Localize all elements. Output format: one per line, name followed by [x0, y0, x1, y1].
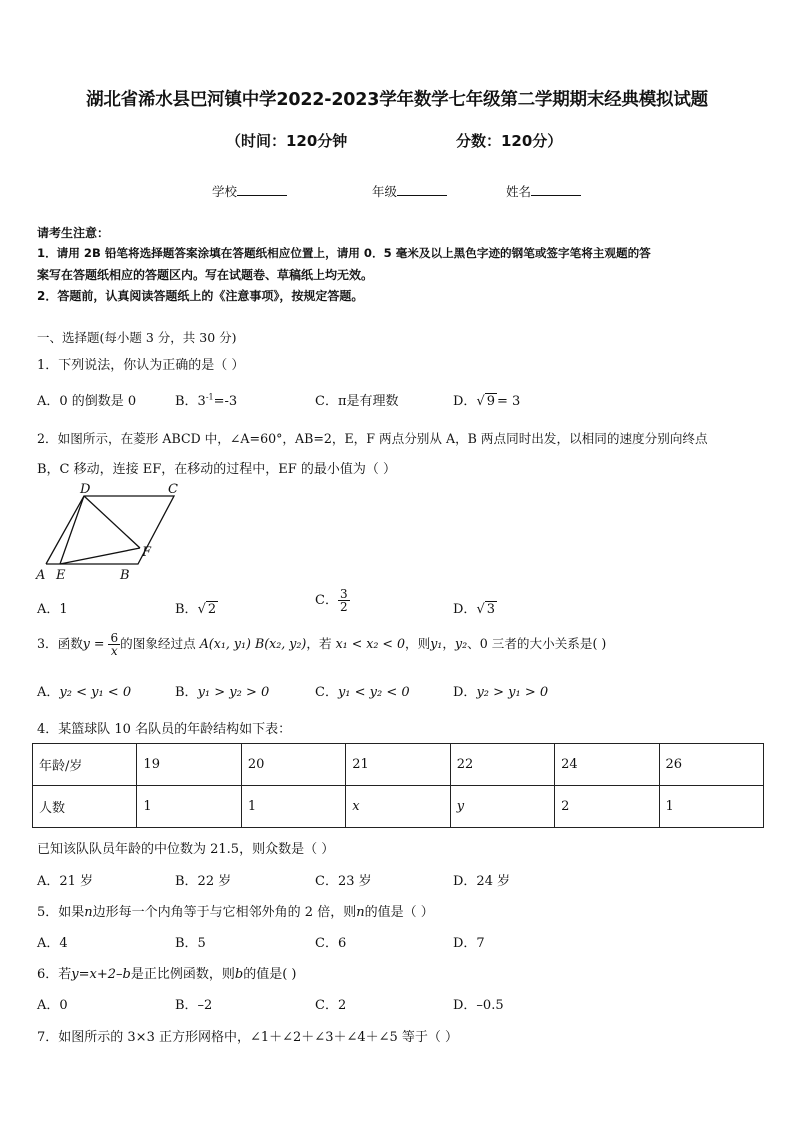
label-C: C: [168, 482, 178, 497]
sqrt-symbol: √ 2: [197, 602, 217, 617]
q6-expression: y=x+2–b: [71, 967, 131, 982]
q3-numerator: 6: [110, 631, 119, 645]
q4-option-c: C．23 岁: [315, 874, 372, 889]
q6-stem: [37, 963, 296, 982]
fraction: [108, 632, 120, 657]
q5-pre: 5．如果: [37, 905, 85, 920]
segment-DE: [60, 496, 84, 564]
school-blank: [237, 184, 287, 196]
q2-c-numerator: 3: [339, 587, 348, 601]
paper-title: 湖北省浠水县巴河镇中学2022-2023学年数学七年级第二学期期末经典模拟试题: [86, 90, 708, 110]
q5-mid: 边形每一个内角等于与它相邻外角的 2 倍，则: [92, 905, 357, 920]
sqrt-symbol: √ 9: [476, 394, 496, 409]
q1-d-label: D．: [453, 394, 477, 409]
q6-option-c: C．2: [315, 998, 347, 1013]
q4-after: 已知该队队员年龄的中位数为 21.5，则众数是（ ）: [37, 842, 335, 857]
table-cell: 1: [137, 786, 241, 828]
grade-label: 年级: [372, 184, 398, 199]
section-heading: 一、选择题(每小题 3 分，共 30 分): [37, 330, 237, 345]
q2-b-label: B．: [175, 602, 198, 617]
q3-option-d: [453, 681, 548, 700]
table-cell: 26: [659, 744, 763, 786]
q3-post1: ，则: [405, 636, 431, 651]
q1-option-c: C．π是有理数: [315, 394, 399, 409]
q2-option-c: [315, 588, 350, 613]
q3-post2: ，: [442, 636, 455, 651]
age-table: [32, 743, 764, 828]
q4-option-b: B．22 岁: [175, 874, 232, 889]
q5-post: 的值是（ ）: [364, 905, 434, 920]
q1-b-rest: =-3: [213, 394, 238, 409]
q3-option-c: [315, 681, 410, 700]
table-row: [33, 744, 764, 786]
grade-blank: [397, 184, 447, 196]
school-label: 学校: [212, 184, 238, 199]
q1-b-base: B．3: [175, 394, 206, 409]
table-cell: 人数: [33, 786, 137, 828]
sqrt-symbol: √ 3: [476, 602, 496, 617]
q3-points: A(x₁, y₁) B(x₂, y₂): [199, 636, 307, 651]
q5-n: n: [356, 905, 365, 920]
q3-c-expr: y₁ < y₂ < 0: [337, 685, 410, 700]
table-cell: y: [450, 786, 554, 828]
q5-option-b: B．5: [175, 936, 206, 951]
q5-option-d: D．7: [453, 936, 485, 951]
label-E: E: [56, 568, 66, 583]
segment-EF: [60, 548, 140, 564]
q6-option-d: D．–0.5: [453, 998, 504, 1013]
q1-stem: 1．下列说法，你认为正确的是（ ）: [37, 358, 245, 373]
rhombus-figure: [34, 480, 194, 584]
notice-line-1: 1．请用 2B 铅笔将选择题答案涂填在答题纸相应位置上，请用 0．5 毫米及以上黑色字迹的钢笔或签字笔将主观题的答: [37, 246, 651, 260]
q5-n: n: [84, 905, 93, 920]
name-label: 姓名: [506, 184, 532, 199]
q3-cond-pre: ，若: [306, 636, 332, 651]
grade-field: [372, 182, 447, 200]
q6-option-b: B．–2: [175, 998, 213, 1013]
notice-line-2: 案写在答题纸相应的答题区内。写在试题卷、草稿纸上均无效。: [37, 268, 374, 282]
fraction: [338, 588, 350, 613]
q2-d-label: D．: [453, 602, 477, 617]
q2-stem-line-1: 2．如图所示，在菱形 ABCD 中，∠A=60°，AB=2，E，F 两点分别从 A，B 两点同时出发，以相同的速度分别向终点: [37, 431, 708, 446]
label-B: B: [120, 568, 130, 583]
q5-option-a: A．4: [37, 936, 68, 951]
name-field: [506, 182, 581, 200]
q5-stem: [37, 901, 434, 920]
q2-d-radicand: 3: [486, 602, 496, 617]
table-row: [33, 786, 764, 828]
label-F: F: [142, 545, 152, 560]
table-cell: x: [346, 786, 450, 828]
school-field: [212, 182, 287, 200]
q1-option-d: [453, 390, 520, 409]
q2-c-label: C．: [315, 593, 338, 608]
q3-b-label: B．: [175, 685, 198, 700]
q2-c-denominator: 2: [339, 600, 348, 614]
q3-y: y =: [82, 636, 105, 651]
table-cell: 19: [137, 744, 241, 786]
q3-option-a: [37, 681, 131, 700]
q3-post3: 、0 三者的大小关系是( ): [467, 636, 607, 651]
table-cell: 21: [346, 744, 450, 786]
score-label: 分数：120分）: [456, 132, 563, 150]
q3-condition: x₁ < x₂ < 0: [335, 636, 405, 651]
q6-post: 的值是( ): [243, 967, 297, 982]
q3-d-expr: y₂ > y₁ > 0: [476, 685, 549, 700]
q1-option-a: A．0 的倒数是 0: [37, 394, 137, 409]
q1-option-b: [175, 390, 237, 409]
q6-mid: 是正比例函数，则: [130, 967, 235, 982]
q2-option-d: [453, 598, 497, 617]
q2-option-a: A．1: [37, 602, 68, 617]
q3-a-expr: y₂ < y₁ < 0: [59, 685, 132, 700]
q6-option-a: A．0: [37, 998, 68, 1013]
q3-b-expr: y₁ > y₂ > 0: [197, 685, 270, 700]
q4-stem: 4．某篮球队 10 名队员的年龄结构如下表：: [37, 722, 292, 737]
table-cell: 22: [450, 744, 554, 786]
table-cell: 年龄/岁: [33, 744, 137, 786]
table-cell: 24: [555, 744, 659, 786]
q3-pre: 3．函数: [37, 636, 83, 651]
label-D: D: [80, 482, 91, 497]
q3-mid: 的图象经过点: [120, 636, 196, 651]
notice-line-3: 2．答题前，认真阅读答题纸上的《注意事项》，按规定答题。: [37, 289, 364, 303]
q5-option-c: C．6: [315, 936, 347, 951]
q1-d-radicand: 9: [486, 394, 496, 409]
q4-option-a: A．21 岁: [37, 874, 94, 889]
q2-option-b: [175, 598, 218, 617]
q7-stem: 7．如图所示的 3×3 正方形网格中，∠1＋∠2＋∠3＋∠4＋∠5 等于（ ）: [37, 1030, 459, 1045]
q3-d-label: D．: [453, 685, 477, 700]
q1-d-rest: = 3: [497, 394, 521, 409]
q3-a-label: A．: [37, 685, 60, 700]
table-cell: 20: [241, 744, 345, 786]
q4-option-d: D．24 岁: [453, 874, 511, 889]
time-label: （时间：120分钟: [226, 132, 348, 150]
table-cell: 1: [659, 786, 763, 828]
q6-pre: 6．若: [37, 967, 72, 982]
q3-option-b: [175, 681, 269, 700]
table-cell: 1: [241, 786, 345, 828]
notice-head: 请考生注意：: [37, 226, 110, 240]
q2-stem-line-2: B，C 移动，连接 EF，在移动的过程中，EF 的最小值为（ ）: [37, 462, 397, 477]
q1-b-exponent: -1: [205, 392, 214, 402]
q3-stem: [37, 632, 606, 657]
q3-y1: y₁: [430, 636, 443, 651]
segment-DF: [84, 496, 140, 548]
q3-y2: y₂: [454, 636, 468, 651]
label-A: A: [36, 568, 46, 583]
table-cell: 2: [555, 786, 659, 828]
q3-c-label: C．: [315, 685, 338, 700]
q3-denominator: x: [110, 644, 118, 658]
q6-b: b: [234, 967, 244, 982]
name-blank: [531, 184, 581, 196]
q2-b-radicand: 2: [207, 602, 217, 617]
